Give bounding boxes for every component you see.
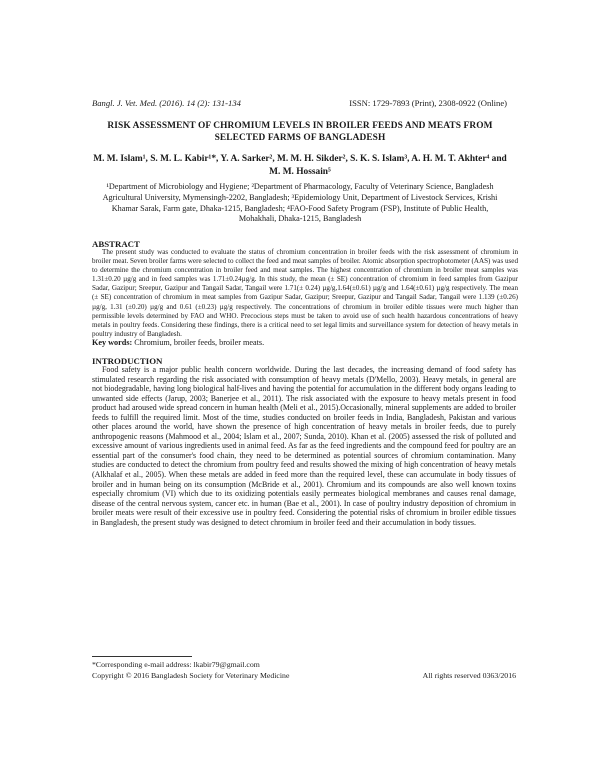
abstract-body	[92, 248, 518, 339]
footnote-rule	[92, 656, 192, 657]
introduction-heading: INTRODUCTION	[92, 356, 163, 366]
copyright-notice: Copyright © 2016 Bangladesh Society for Veterinary Medicine	[92, 671, 290, 680]
introduction-body	[92, 365, 516, 527]
introduction-paragraph: Food safety is a major public health concern worldwide. During the last decades, the increasing demand of food safety has stimulated research regarding the risk associated with consumption of heavy metals (D'Mello, 2003). Heavy metals, in general are not biodegradable, having long biological half-lives and having the potential for accumulation in the different body organs leading to unwanted side effects (Jarup, 2003; Banerjee et al., 2011). The risk associated with the exposure to heavy metals present in food product had aroused wide spread concern in human health (Meli et al., 2015).Occasionally, mineral supplements are added to broiler feeds to fulfill the required limit. Most of the time, studies conducted on broiler feeds in India, Bangladesh, Pakistan and various other places around the world, have shown the presence of high concentration of heavy metals in broiler feeds, due to purely anthropogenic reasons (Mahmood et al., 2004; Islam et al., 2007; Sunda, 2010). Khan et al. (2005) assessed the risk of polluted and excessive amount of various ingredients used in animal feed. As far as the feed ingredients and the compound feed for poultry are an essential part of the consumer's food chain, they need to be determined as potential sources of chromium contamination. Many studies are conducted to detect the chromium from poultry feed and results showed the mixing of high concentration of heavy metals (Alkhalaf et al., 2005). When these metals are added in feed more than the required level, these can accumulate in body tissues of broiler and in human being on its consumption (McBride et al., 2001). Chromium and its compounds are also well known toxins especially chromium (VI) which due to its oxidizing potentials easily permeates biological membranes and causes renal damage, disease of the central nervous system, cancer etc. in human (Bae et al., 2001). In case of poultry industry deposition of chromium in broiler meats were result of their excessive use in poultry feed. Considering the potential risks of chromium in broiler edible tissues in Bangladesh, the present study was designed to detect chromium in broiler feed and their accumulation in body tissues.	[92, 365, 516, 527]
abstract-heading: ABSTRACT	[92, 239, 140, 249]
keywords-text: Chromium, broiler feeds, broiler meats.	[132, 338, 265, 347]
journal-citation: Bangl. J. Vet. Med. (2016). 14 (2): 131-134	[92, 98, 241, 108]
author-list: M. M. Islam¹, S. M. L. Kabir¹*, Y. A. Sarker², M. M. H. Sikder², S. K. S. Islam³, A. H. M. T. Akhter⁴ and M. M. Hossain⁵	[93, 154, 507, 177]
abstract-paragraph: The present study was conducted to evaluate the status of chromium concentration in broiler feeds with the risk assessment of chromium in broiler meat. Seven broiler farms were selected to collect the feed and meat samples of broiler. Atomic absorption spectrophotometer (AAS) was used to determine the chromium concentration in broiler feed and meat samples. The highest concentration of chromium in broiler meat samples was 1.31±0.20 µg/g and in feed samples was 1.71±0.24µg/g. In this study, the mean (± SE) concentration of chromium in feed samples from Gazipur Sadar, Gazipur; Sreepur, Gazipur and Tangail Sadar, Tangail were 1.71(± 0.24) µg/g,1.64(±0.61) µg/g and 1.64(±0.61) µg/g respectively. The mean (± SE) concentration of chromium in meat samples from Gazipur Sadar, Gazipur; Sreepur, Gazipur and Tangail Sadar, Tangail were 1.139 (±0.26) µg/g, 1.31 (±0.20) µg/g and 0.61 (±0.23) µg/g respectively. The concentrations of chromium in broiler edible tissues were much higher than permissible levels determined by FAO and WHO. Precocious steps must be taken to avoid use of such health hazardous concentrations of heavy metals in poultry feeds. Considering these findings, there is a critical need to set legal limits and surveillance system for detection of heavy metals in poultry industry of Bangladesh.	[92, 248, 518, 338]
corresponding-email: *Corresponding e-mail address: lkabir79@gmail.com	[92, 660, 260, 669]
paper-title: RISK ASSESSMENT OF CHROMIUM LEVELS IN BROILER FEEDS AND MEATS FROM SELECTED FARMS OF BANGLADESH	[107, 121, 493, 143]
keywords-line	[92, 338, 264, 347]
affiliations: ¹Department of Microbiology and Hygiene; ²Department of Pharmacology, Faculty of Veterinary Science, Bangladesh Agricultural University, Mymensingh-2202, Bangladesh; ³Epidemiology Unit, Department of Livestock Services, Krishi Khamar Sarak, Farm gate, Dhaka-1215, Bangladesh; ⁴FAO-Food Safety Program (FSP), Institute of Public Health, Mohakhali, Dhaka-1215, Bangladesh	[102, 182, 498, 224]
issn-line: ISSN: 1729-7893 (Print), 2308-0922 (Online)	[349, 98, 507, 108]
rights-notice: All rights reserved 0363/2016	[422, 671, 516, 680]
keywords-label: Key words:	[92, 338, 133, 347]
